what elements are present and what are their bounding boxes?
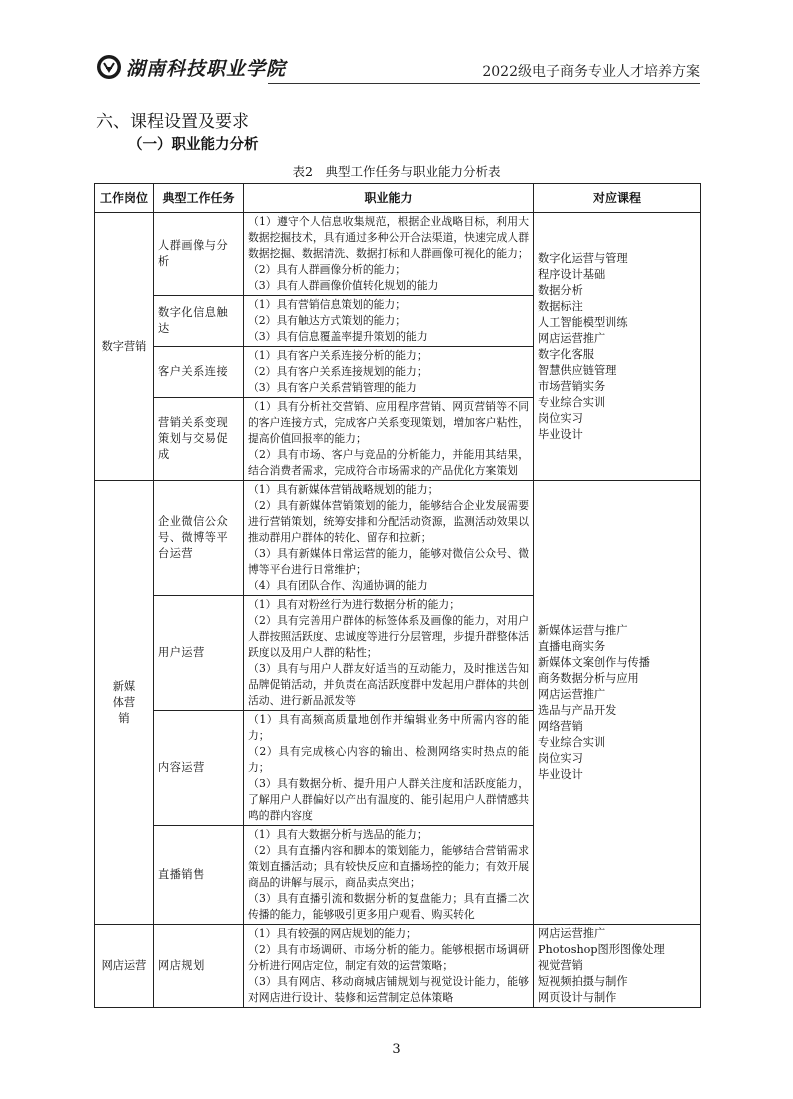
ability-item: （3）具有数据分析、提升用户人群关注度和活跃度能力，了解用户人群偏好以产出有温度的、能引起用户人群情感共鸣的群内容度 bbox=[248, 777, 529, 822]
ability-cell bbox=[244, 398, 534, 481]
course-item: 新媒体运营与推广 bbox=[538, 623, 628, 637]
ability-item: （3）具有信息覆盖率提升策划的能力 bbox=[248, 330, 428, 343]
ability-item: （1）具有对粉丝行为进行数据分析的能力； bbox=[248, 598, 461, 611]
course-item: 视觉营销 bbox=[538, 959, 583, 972]
course-item: 毕业设计 bbox=[538, 427, 583, 441]
course-item: 岗位实习 bbox=[538, 751, 583, 765]
ability-item: （1）具有客户关系连接分析的能力； bbox=[248, 349, 428, 362]
ability-item: （3）具有新媒体日常运营的能力，能够对微信公众号、微博等平台进行日常维护； bbox=[248, 547, 529, 576]
ability-item: （1）具有较强的网店规划的能力； bbox=[248, 927, 417, 940]
course-item: 网店运营推广 bbox=[538, 927, 606, 940]
course-item: 程序设计基础 bbox=[538, 267, 606, 281]
ability-item: （2）具有直播内容和脚本的策划能力，能够结合营销需求策划直播活动；具有较快反应和直播场控的能力；有效开展商品的讲解与展示，商品卖点突出； bbox=[248, 844, 529, 889]
ability-cell bbox=[244, 296, 534, 347]
table-body bbox=[95, 213, 701, 1008]
task-cell: 人群画像与分析 bbox=[154, 213, 244, 296]
ability-item: （3）具有网店、移动商城店铺规划与视觉设计能力，能够对网店进行设计、装修和运营制定总体策略 bbox=[248, 975, 529, 1004]
section-title: 六、课程设置及要求 bbox=[96, 112, 249, 132]
subsection-title: （一）职业能力分析 bbox=[128, 137, 259, 153]
ability-item: （3）具有直播引流和数据分析的复盘能力；具有直播二次传播的能力，能够吸引更多用户观看、购买转化 bbox=[248, 892, 529, 921]
task-cell: 用户运营 bbox=[154, 596, 244, 711]
ability-item: （2）具有完成核心内容的输出、检测网络实时热点的能力； bbox=[248, 745, 529, 774]
task-cell: 直播销售 bbox=[154, 826, 244, 925]
ability-item: （2）具有人群画像分析的能力； bbox=[248, 263, 407, 276]
course-item: 网络营销 bbox=[538, 719, 583, 733]
header-post: 工作岗位 bbox=[95, 184, 154, 213]
ability-item: （1）具有营销信息策划的能力； bbox=[248, 298, 407, 311]
course-item: 专业综合实训 bbox=[538, 395, 606, 409]
course-item: 商务数据分析与应用 bbox=[538, 671, 639, 685]
document-title: 2022级电子商务专业人才培养方案 bbox=[482, 64, 700, 80]
header-courses: 对应课程 bbox=[534, 184, 701, 213]
course-item: 选品与产品开发 bbox=[538, 703, 617, 717]
ability-cell bbox=[244, 925, 534, 1008]
ability-item: （2）具有市场调研、市场分析的能力。能够根据市场调研分析进行网店定位，制定有效的运营策略； bbox=[248, 943, 529, 972]
course-item: 数字化运营与管理 bbox=[538, 251, 628, 265]
courses-cell bbox=[534, 213, 701, 481]
table-row bbox=[95, 925, 701, 1008]
header-ability: 职业能力 bbox=[244, 184, 534, 213]
courses-cell bbox=[534, 481, 701, 925]
task-cell: 数字化信息触达 bbox=[154, 296, 244, 347]
ability-cell bbox=[244, 826, 534, 925]
ability-cell bbox=[244, 711, 534, 826]
ability-cell bbox=[244, 213, 534, 296]
course-item: 岗位实习 bbox=[538, 411, 583, 425]
ability-item: （1）具有大数据分析与选品的能力； bbox=[248, 828, 428, 841]
page-number: 3 bbox=[392, 1042, 401, 1057]
ability-item: （2）具有完善用户群体的标签体系及画像的能力，对用户人群按照活跃度、忠诚度等进行分层管理，步提升群整体活跃度以及用户人群的粘性； bbox=[248, 614, 529, 659]
ability-item: （1）具有分析社交营销、应用程序营销、网页营销等不同的客户连接方式，完成客户关系变现策划，增加客户粘性，提高价值回报率的能力； bbox=[248, 400, 529, 445]
header-task: 典型工作任务 bbox=[154, 184, 244, 213]
task-cell: 网店规划 bbox=[154, 925, 244, 1008]
post-cell: 网店运营 bbox=[95, 925, 154, 1008]
ability-item: （3）具有与用户人群友好适当的互动能力，及时推送告知品牌促销活动，并负责在高活跃度群中发起用户群体的共创活动、进行新品派发等 bbox=[248, 662, 529, 707]
ability-item: （2）具有触达方式策划的能力； bbox=[248, 314, 407, 327]
course-item: 数据标注 bbox=[538, 299, 583, 313]
ability-analysis-table bbox=[94, 183, 701, 1008]
table-row bbox=[95, 481, 701, 596]
task-cell: 企业微信公众号、微博等平台运营 bbox=[154, 481, 244, 596]
course-item: 人工智能模型训练 bbox=[538, 315, 628, 329]
course-item: 专业综合实训 bbox=[538, 735, 606, 749]
post-cell: 新媒体营销 bbox=[95, 481, 154, 925]
ability-item: （2）具有新媒体营销策划的能力，能够结合企业发展需要进行营销策划，统筹安排和分配活动资源，监测活动效果以推动群用户群体的转化、留存和拉新； bbox=[248, 499, 529, 544]
table-row bbox=[95, 213, 701, 296]
ability-cell bbox=[244, 347, 534, 398]
course-item: 网店运营推广 bbox=[538, 331, 606, 345]
task-cell: 内容运营 bbox=[154, 711, 244, 826]
task-cell: 客户关系连接 bbox=[154, 347, 244, 398]
course-item: 市场营销实务 bbox=[538, 379, 606, 393]
ability-cell bbox=[244, 596, 534, 711]
school-name: 湖南科技职业学院 bbox=[126, 58, 287, 80]
ability-item: （3）具有人群画像价值转化规划的能力 bbox=[248, 279, 439, 292]
header-divider bbox=[268, 83, 700, 84]
school-logo-icon bbox=[96, 54, 122, 80]
course-item: 网店运营推广 bbox=[538, 687, 606, 701]
page-header bbox=[96, 50, 700, 84]
courses-cell bbox=[534, 925, 701, 1008]
ability-item: （3）具有客户关系营销管理的能力 bbox=[248, 381, 417, 394]
course-item: 短视频拍摄与制作 bbox=[538, 975, 628, 988]
ability-item: （4）具有团队合作、沟通协调的能力 bbox=[248, 579, 428, 592]
post-cell: 数字营销 bbox=[95, 213, 154, 481]
course-item: 智慧供应链管理 bbox=[538, 363, 617, 377]
ability-item: （2）具有客户关系连接规划的能力； bbox=[248, 365, 428, 378]
course-item: 新媒体文案创作与传播 bbox=[538, 655, 650, 669]
course-item: 网页设计与制作 bbox=[538, 991, 617, 1004]
task-cell: 营销关系变现策划与交易促成 bbox=[154, 398, 244, 481]
ability-item: （2）具有市场、客户与竞品的分析能力，并能用其结果，结合消费者需求，完成符合市场需求的产品优化方案策划 bbox=[248, 448, 529, 477]
ability-cell bbox=[244, 481, 534, 596]
ability-item: （1）具有高频高质量地创作并编辑业务中所需内容的能力； bbox=[248, 713, 529, 742]
table-header-row bbox=[95, 184, 701, 213]
table-caption: 表2 典型工作任务与职业能力分析表 bbox=[292, 164, 501, 179]
ability-item: （1）具有新媒体营销战略规划的能力； bbox=[248, 483, 439, 496]
ability-item: （1）遵守个人信息收集规范，根据企业战略目标，利用大数据挖掘技术，具有通过多种公开合法渠道，快速完成人群数据挖掘、数据清洗、数据打标和人群画像可视化的能力； bbox=[248, 215, 529, 260]
course-item: Photoshop图形图像处理 bbox=[538, 943, 665, 956]
course-item: 毕业设计 bbox=[538, 767, 583, 781]
course-item: 直播电商实务 bbox=[538, 639, 606, 653]
course-item: 数据分析 bbox=[538, 283, 583, 297]
course-item: 数字化客服 bbox=[538, 347, 594, 361]
